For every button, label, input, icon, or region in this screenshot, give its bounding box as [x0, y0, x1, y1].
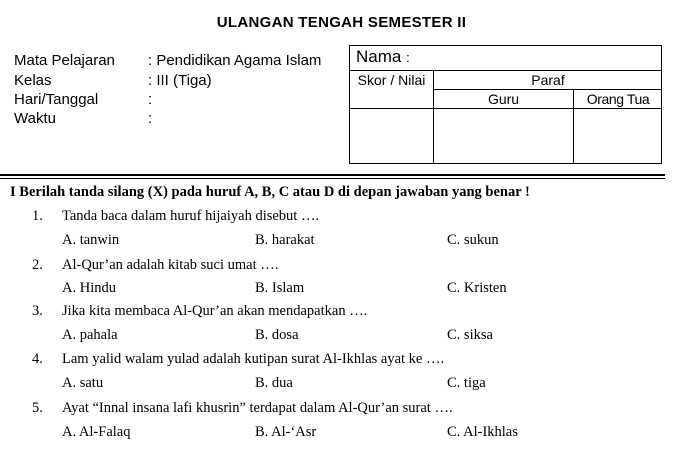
paraf-label: Paraf	[531, 72, 565, 88]
question-number: 3.	[32, 303, 43, 319]
question-text: Tanda baca dalam huruf hijaiyah disebut ….	[62, 208, 320, 224]
question-text: Ayat “Innal insana lafi khusrin” terdapat dalam Al-Qur’an surat ….	[62, 400, 453, 416]
question-number: 4.	[32, 351, 43, 367]
guru-label: Guru	[487, 91, 520, 107]
date-label: Hari/Tanggal	[14, 91, 99, 108]
option-b[interactable]: B. dosa	[255, 327, 299, 343]
option-c[interactable]: C. siksa	[447, 327, 493, 343]
option-a[interactable]: A. satu	[62, 375, 104, 391]
score-box-divider	[349, 70, 662, 71]
page-title: ULANGAN TENGAH SEMESTER II	[216, 14, 467, 31]
option-c[interactable]: C. Al-Ikhlas	[447, 424, 518, 440]
option-b[interactable]: B. Al-‘Asr	[255, 424, 317, 440]
question-number: 1.	[32, 208, 43, 224]
skor-label: Skor / Nilai	[357, 72, 426, 88]
instruction-text: I Berilah tanda silang (X) pada huruf A, B, C atau D di depan jawaban yang benar !	[10, 184, 530, 200]
question-number: 5.	[32, 400, 43, 416]
option-b[interactable]: B. dua	[255, 375, 293, 391]
class-value: : III (Tiga)	[148, 72, 212, 89]
nama-colon: :	[406, 50, 410, 65]
question-text: Jika kita membaca Al-Qur’an akan mendapatkan ….	[62, 303, 368, 319]
option-c[interactable]: C. sukun	[447, 232, 499, 248]
time-value: :	[148, 110, 153, 127]
section-rule-thin	[0, 178, 665, 179]
class-label: Kelas	[14, 72, 52, 89]
nama-label: Nama	[356, 47, 402, 66]
header-divider	[349, 108, 662, 109]
section-rule-thick	[0, 174, 665, 176]
option-b[interactable]: B. Islam	[255, 280, 305, 296]
option-a[interactable]: A. tanwin	[62, 232, 120, 248]
option-a[interactable]: A. Hindu	[62, 280, 116, 296]
nama-field	[356, 47, 410, 67]
question-text: Al-Qur’an adalah kitab suci umat ….	[62, 257, 279, 273]
question-number: 2.	[32, 257, 43, 273]
subject-label: Mata Pelajaran	[14, 52, 115, 69]
option-a[interactable]: A. Al-Falaq	[62, 424, 131, 440]
orang-tua-label: Orang Tua	[586, 91, 650, 107]
question-text: Lam yalid walam yulad adalah kutipan surat Al-Ikhlas ayat ke ….	[62, 351, 445, 367]
subject-value: : Pendidikan Agama Islam	[148, 52, 322, 69]
time-label: Waktu	[14, 110, 56, 127]
option-c[interactable]: C. tiga	[447, 375, 486, 391]
option-b[interactable]: B. harakat	[255, 232, 315, 248]
option-a[interactable]: A. pahala	[62, 327, 118, 343]
date-value: :	[148, 91, 153, 108]
option-c[interactable]: C. Kristen	[447, 280, 507, 296]
paraf-divider	[433, 89, 662, 90]
